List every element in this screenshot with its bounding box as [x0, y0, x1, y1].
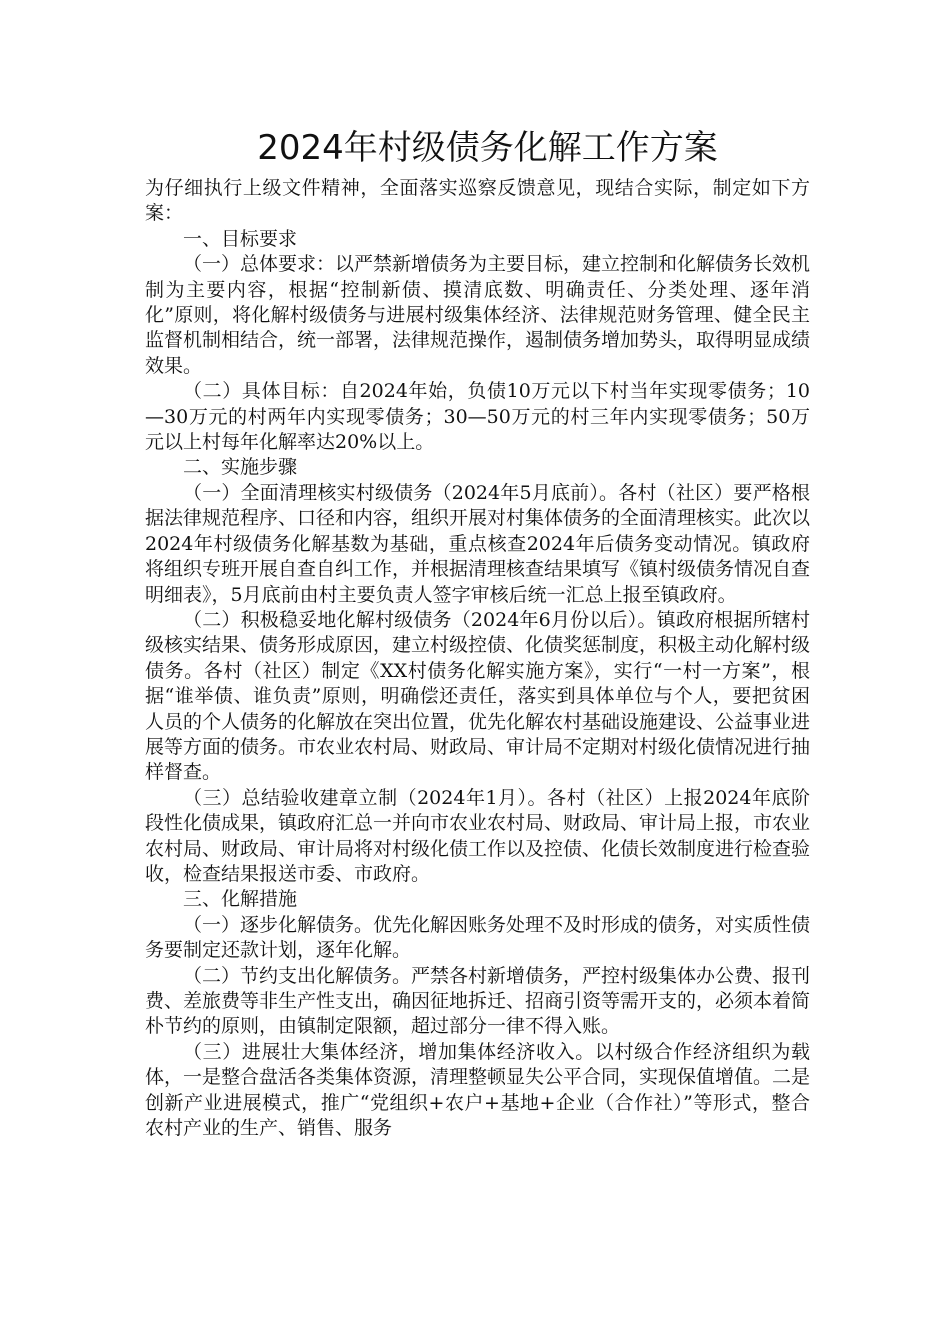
paragraph: （一）全面清理核实村级债务（2024年5月底前）。各村（社区）要严格根据法律规范程序、口径和内容，组织开展对村集体债务的全面清理核实。此次以2024年村级债务化解基数为基础，重点核查2024年后债务变动情况。镇政府将组织专班开展自查自纠工作，并根据清理核查结果填写《镇村级债务情况自查明细表》，5月底前由村主要负责人签字审核后统一汇总上报至镇政府。 [145, 481, 811, 606]
paragraph: 为仔细执行上级文件精神，全面落实巡察反馈意见，现结合实际，制定如下方案： [145, 177, 810, 225]
document-body [145, 176, 810, 1141]
paragraph: （一）逐步化解债务。优先化解因账务处理不及时形成的债务，对实质性债务要制定还款计划，逐年化解。 [145, 913, 811, 962]
paragraph: 二、实施步骤 [183, 456, 298, 479]
paragraph: （二）具体目标：自2024年始，负债10万元以下村当年实现零债务；10—30万元的村两年内实现零债务；30—50万元的村三年内实现零债务；50万元以上村每年化解率达20%以上。 [145, 380, 810, 454]
paragraph: （二）节约支出化解债务。严禁各村新增债务，严控村级集体办公费、报刊费、差旅费等非生产性支出，确因征地拆迁、招商引资等需开支的，必须本着简朴节约的原则，由镇制定限额，超过部分一律不得入账。 [145, 964, 811, 1038]
paragraph: （一）总体要求：以严禁新增债务为主要目标，建立控制和化解债务长效机制为主要内容，根据“控制新债、摸清底数、明确责任、分类处理、逐年消化”原则，将化解村级债务与进展村级集体经济、法律规范财务管理、健全民主监督机制相结合，统一部署，法律规范操作，遏制债务增加势头，取得明显成绩效果。 [145, 253, 811, 377]
paragraph: 一、目标要求 [183, 227, 298, 250]
paragraph: 三、化解措施 [183, 888, 298, 911]
document-title: 2024年村级债务化解工作方案 [257, 128, 718, 168]
paragraph: （三）总结验收建章立制（2024年1月）。各村（社区）上报2024年底阶段性化债成果，镇政府汇总一并向市农业农村局、财政局、审计局上报，市农业农村局、财政局、审计局将对村级化债工作以及控债、化债长效制度进行检查验收，检查结果报送市委、市政府。 [145, 786, 811, 885]
document-page [145, 120, 810, 1141]
paragraph: （三）进展壮大集体经济，增加集体经济收入。以村级合作经济组织为载体，一是整合盘活各类集体资源，清理整顿显失公平合同，实现保值增值。二是创新产业进展模式，推广“党组织+农户+基地+企业（合作社）”等形式，整合农村产业的生产、销售、服务 [145, 1040, 811, 1140]
paragraph: （二）积极稳妥地化解村级债务（2024年6月份以后）。镇政府根据所辖村级核实结果、债务形成原因，建立村级控债、化债奖惩制度，积极主动化解村级债务。各村（社区）制定《XX村债务化解实施方案》，实行“一村一方案”，根据“谁举债、谁负责”原则，明确偿还责任，落实到具体单位与个人，要把贫困人员的个人债务的化解放在突出位置，优先化解农村基础设施建设、公益事业进展等方面的债务。市农业农村局、财政局、审计局不定期对村级化债情况进行抽样督查。 [145, 608, 811, 784]
